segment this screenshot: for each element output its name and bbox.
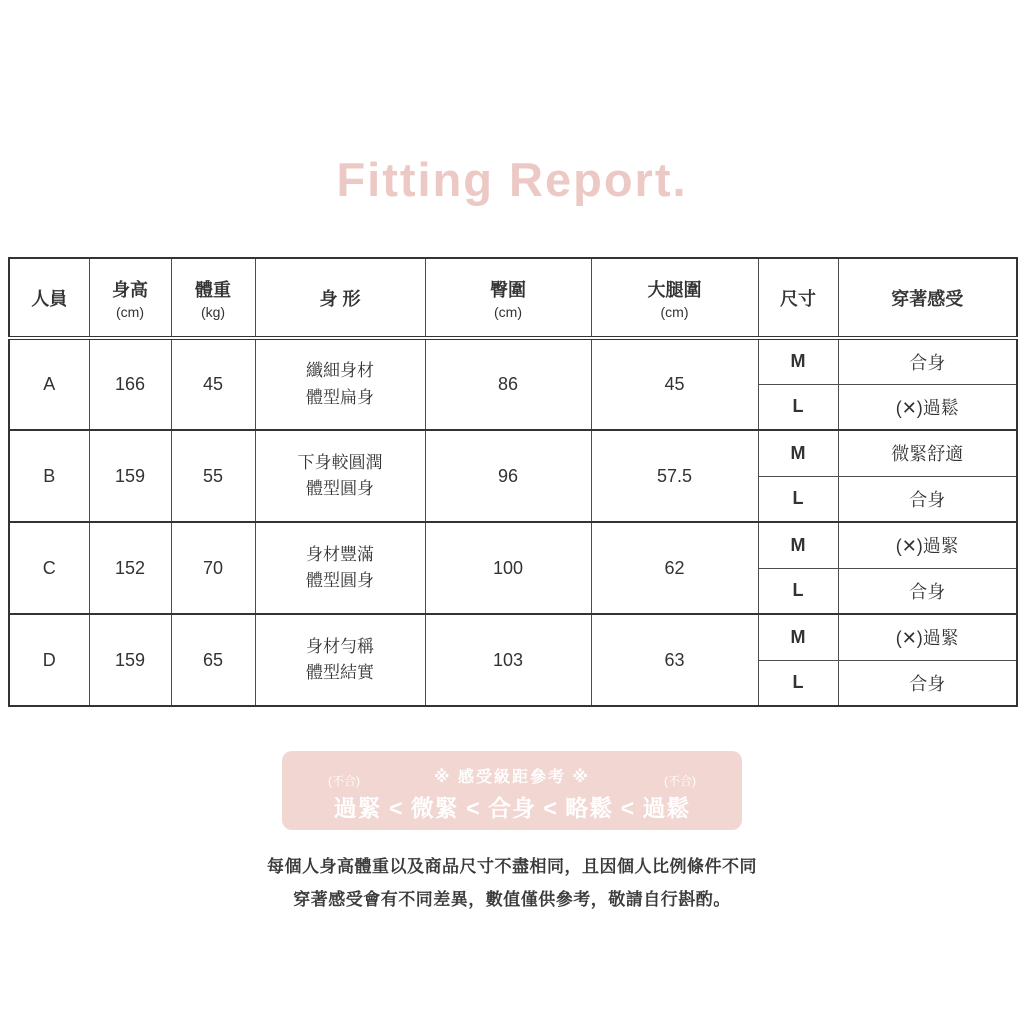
table-row	[9, 522, 1017, 568]
disclaimer-line2: 穿著感受會有不同差異，數值僅供參考，敬請自行斟酌。	[293, 890, 731, 910]
page-title: Fitting Report.	[336, 153, 688, 206]
size-cell: L	[758, 476, 838, 522]
feel-cell: 合身	[838, 568, 1017, 614]
legend-heading: ※ 感受級距參考 ※	[433, 769, 590, 786]
weight-cell: 65	[171, 614, 255, 706]
header-height: 身高 (cm)	[89, 258, 171, 338]
header-weight: 體重 (kg)	[171, 258, 255, 338]
weight-cell: 70	[171, 522, 255, 614]
size-cell: M	[758, 430, 838, 476]
table-row	[9, 614, 1017, 660]
size-cell: L	[758, 660, 838, 706]
hip-cell: 100	[425, 522, 591, 614]
header-feel: 穿著感受	[838, 258, 1017, 338]
hip-cell: 86	[425, 338, 591, 430]
header-person: 人員	[9, 258, 89, 338]
shape-cell: 下身較圓潤 體型圓身	[255, 430, 425, 522]
header-hip: 臀圍 (cm)	[425, 258, 591, 338]
size-cell: M	[758, 338, 838, 384]
header-size: 尺寸	[758, 258, 838, 338]
thigh-cell: 62	[591, 522, 758, 614]
shape-cell: 纖細身材 體型扁身	[255, 338, 425, 430]
header-shape: 身 形	[255, 258, 425, 338]
size-cell: M	[758, 614, 838, 660]
thigh-cell: 63	[591, 614, 758, 706]
shape-cell: 身材勻稱 體型結實	[255, 614, 425, 706]
weight-cell: 55	[171, 430, 255, 522]
thigh-cell: 57.5	[591, 430, 758, 522]
height-cell: 152	[89, 522, 171, 614]
size-cell: L	[758, 568, 838, 614]
table-row	[9, 338, 1017, 384]
table-row	[9, 430, 1017, 476]
disclaimer-line1: 每個人身高體重以及商品尺寸不盡相同，且因個人比例條件不同	[267, 857, 757, 876]
feel-cell: (✕)過緊	[838, 614, 1017, 660]
feel-cell: 合身	[838, 476, 1017, 522]
person-cell: A	[9, 338, 89, 430]
hip-cell: 96	[425, 430, 591, 522]
header-hip-unit: (cm)	[494, 303, 522, 320]
hip-cell: 103	[425, 614, 591, 706]
legend-scale: 過緊 < 微緊 < 合身 < 略鬆 < 過鬆	[333, 795, 691, 821]
legend-right-tag: (不合)	[664, 774, 696, 788]
height-cell: 166	[89, 338, 171, 430]
feel-cell: 合身	[838, 660, 1017, 706]
person-cell: D	[9, 614, 89, 706]
weight-cell: 45	[171, 338, 255, 430]
header-weight-unit: (kg)	[200, 303, 226, 320]
person-cell: C	[9, 522, 89, 614]
feel-cell: (✕)過緊	[838, 522, 1017, 568]
height-cell: 159	[89, 614, 171, 706]
feel-cell: (✕)過鬆	[838, 384, 1017, 430]
thigh-cell: 45	[591, 338, 758, 430]
fitting-table-wrapper	[8, 257, 1016, 707]
height-cell: 159	[89, 430, 171, 522]
fit-scale-legend	[282, 751, 742, 830]
disclaimer	[0, 850, 1024, 916]
header-thigh-unit: (cm)	[660, 303, 689, 320]
feel-cell: 微緊舒適	[838, 430, 1017, 476]
shape-cell: 身材豐滿 體型圓身	[255, 522, 425, 614]
fitting-table	[8, 257, 1018, 707]
header-height-unit: (cm)	[116, 303, 144, 320]
size-cell: M	[758, 522, 838, 568]
header-thigh: 大腿圍 (cm)	[591, 258, 758, 338]
legend-left-tag: (不合)	[328, 774, 360, 788]
person-cell: B	[9, 430, 89, 522]
table-header-row	[9, 258, 1017, 338]
feel-cell: 合身	[838, 338, 1017, 384]
size-cell: L	[758, 384, 838, 430]
